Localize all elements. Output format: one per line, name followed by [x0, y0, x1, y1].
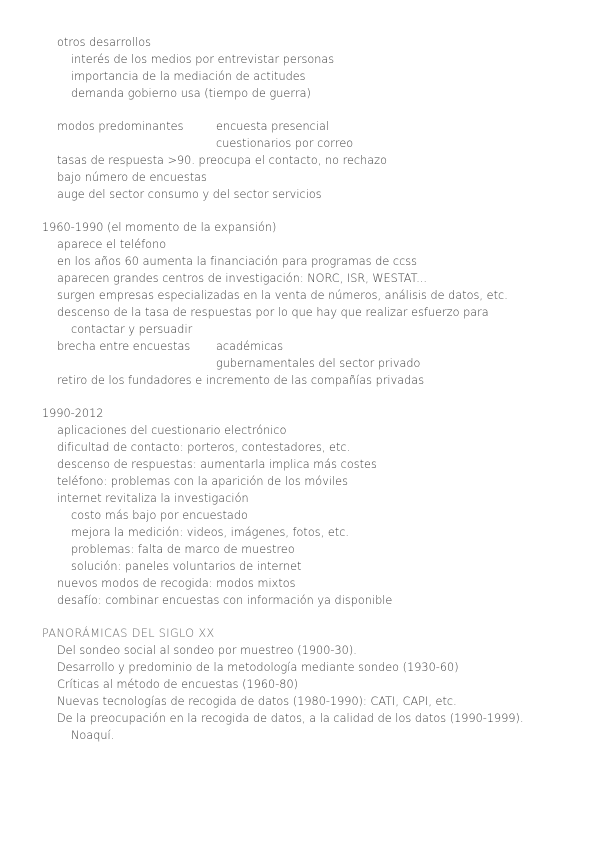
outline-subitem-problemas: problemas: falta de marco de muestreo [71, 543, 295, 556]
outline-item-bajo-numero: bajo número de encuestas [57, 171, 207, 184]
spacer [0, 203, 600, 219]
outline-item-descenso-tasa: descenso de la tasa de respuestas por lo que hay que realizar esfuerzo para [57, 306, 489, 319]
outline-item-centros: aparecen grandes centros de investigación: NORC, ISR, WESTAT... [57, 272, 428, 285]
brecha-label: brecha entre encuestas [57, 340, 191, 353]
outline-item-auge-sector: auge del sector consumo y del sector servicios [57, 188, 322, 201]
spacer [0, 609, 600, 625]
outline-item-telefono-moviles: teléfono: problemas con la aparición de los móviles [57, 475, 348, 488]
outline-item-modos-continuation [0, 135, 600, 152]
panorama-item-2: Desarrollo y predominio de la metodología mediante sondeo (1930-60) [57, 661, 459, 674]
modos-value-presencial: encuesta presencial [216, 120, 330, 133]
outline-item-tasas-respuesta: tasas de respuesta >90. preocupa el contacto, no rechazo [57, 154, 387, 167]
spacer [0, 102, 600, 118]
outline-item-internet: internet revitaliza la investigación [57, 492, 249, 505]
outline-item-empresas: surgen empresas especializadas en la venta de números, análisis de datos, etc. [57, 289, 508, 302]
outline-item-nuevos-modos: nuevos modos de recogida: modos mixtos [57, 577, 296, 590]
modos-value-correo: cuestionarios por correo [216, 137, 354, 150]
panorama-note-noaqui: Noaquí. [71, 729, 115, 742]
section-title-panoramicas: PANORÁMICAS DEL SIGLO XX [42, 627, 215, 640]
outline-subitem-mediacion-actitudes: importancia de la mediación de actitudes [71, 70, 306, 83]
document-page [0, 34, 600, 744]
outline-item-descenso-respuestas: descenso de respuestas: aumentarla implica más costes [57, 458, 377, 471]
outline-item-brecha-continuation [0, 355, 600, 372]
panorama-item-1: Del sondeo social al sondeo por muestreo (1900-30). [57, 644, 357, 657]
section-title-1990-2012: 1990-2012 [42, 407, 104, 420]
outline-subitem-demanda-gobierno: demanda gobierno usa (tiempo de guerra) [71, 87, 311, 100]
outline-item-contactar-persuadir: contactar y persuadir [71, 323, 193, 336]
outline-item-otros-desarrollos: otros desarrollos [57, 36, 152, 49]
outline-subitem-interes-medios: interés de los medios por entrevistar personas [71, 53, 335, 66]
outline-item-desafio: desafío: combinar encuestas con información ya disponible [57, 594, 393, 607]
spacer [0, 389, 600, 405]
outline-item-telefono: aparece el teléfono [57, 238, 167, 251]
outline-subitem-mejora: mejora la medición: videos, imágenes, fotos, etc. [71, 526, 350, 539]
outline-item-aplicaciones: aplicaciones del cuestionario electrónico [57, 424, 287, 437]
brecha-value-academicas: académicas [216, 340, 284, 353]
brecha-value-gubernamentales: gubernamentales del sector privado [216, 357, 421, 370]
outline-item-modos-predominantes [0, 118, 600, 135]
section-title-1960-1990: 1960-1990 (el momento de la expansión) [42, 221, 277, 234]
outline-item-retiro: retiro de los fundadores e incremento de las compañías privadas [57, 374, 425, 387]
outline-item-anios-60: en los años 60 aumenta la financiación para programas de ccss [57, 255, 418, 268]
panorama-item-3: Críticas al método de encuestas (1960-80) [57, 678, 299, 691]
outline-item-dificultad: dificultad de contacto: porteros, contestadores, etc. [57, 441, 351, 454]
outline-subitem-costo: costo más bajo por encuestado [71, 509, 248, 522]
panorama-item-5: De la preocupación en la recogida de datos, a la calidad de los datos (1990-1999). [57, 712, 524, 725]
outline-item-brecha [0, 338, 600, 355]
panorama-item-4: Nuevas tecnologías de recogida de datos (1980-1990): CATI, CAPI, etc. [57, 695, 457, 708]
modos-label: modos predominantes [57, 120, 184, 133]
outline-subitem-solucion: solución: paneles voluntarios de internet [71, 560, 302, 573]
